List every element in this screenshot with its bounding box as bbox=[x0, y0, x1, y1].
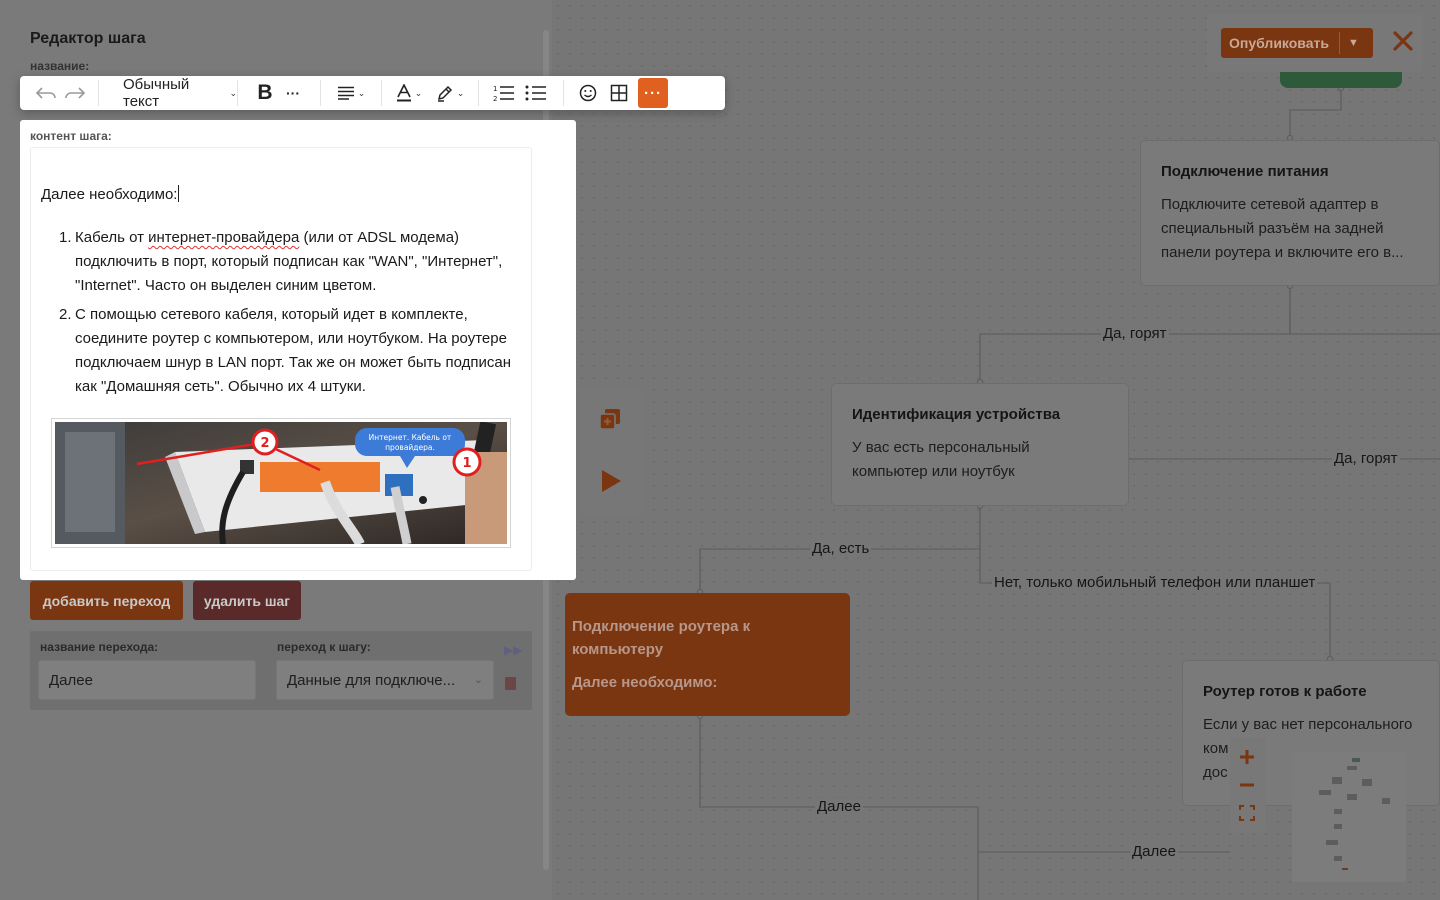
minimap-node bbox=[1332, 777, 1342, 784]
edge-label[interactable]: Нет, только мобильный телефон или планшет bbox=[994, 574, 1316, 591]
content-label: контент шага: bbox=[30, 129, 112, 143]
minimap-node bbox=[1319, 790, 1331, 795]
svg-text:2: 2 bbox=[493, 95, 498, 102]
node-body-line: дос bbox=[1203, 764, 1228, 781]
delete-step-button[interactable]: удалить шаг bbox=[193, 581, 301, 620]
steps-list bbox=[51, 226, 531, 404]
node-router-to-computer-selected[interactable] bbox=[565, 593, 850, 716]
chevron-down-icon: ⌄ bbox=[357, 87, 366, 98]
minimap-node bbox=[1352, 758, 1360, 762]
photo-callout-line-2: провайдера. bbox=[385, 443, 435, 452]
node-device-identification[interactable] bbox=[831, 383, 1129, 506]
svg-text:1: 1 bbox=[493, 85, 498, 93]
minimap-node bbox=[1362, 779, 1372, 786]
toolbar-divider bbox=[320, 80, 321, 106]
list-text: Кабель от bbox=[75, 229, 149, 246]
router-photo-illustration bbox=[55, 422, 507, 544]
list-text: (или от ADSL модема) подключить в порт, который подписан как "WAN", "Интернет", "Internet". Часто он выделен синим цветом. bbox=[75, 229, 503, 294]
node-body bbox=[852, 436, 1030, 484]
node-body-line: ком bbox=[1203, 740, 1229, 757]
rich-text-toolbar bbox=[20, 76, 725, 110]
minimap-node bbox=[1347, 794, 1357, 800]
bulleted-list-icon[interactable] bbox=[521, 79, 551, 107]
divider bbox=[1339, 32, 1340, 54]
transition-step-label: переход к шагу: bbox=[277, 640, 371, 654]
transition-name-label: название перехода: bbox=[40, 640, 159, 654]
photo-marker-2: 2 bbox=[260, 436, 270, 451]
node-body-line: Подключите сетевой адаптер в bbox=[1161, 196, 1379, 213]
node-title: Идентификация устройства bbox=[852, 406, 1061, 423]
toolbar-divider bbox=[478, 80, 479, 106]
text-cursor bbox=[178, 185, 179, 202]
chevron-down-icon: ⌄ bbox=[414, 87, 423, 98]
node-body bbox=[1161, 193, 1404, 265]
toolbar-divider bbox=[563, 80, 564, 106]
close-icon[interactable] bbox=[1393, 31, 1413, 51]
text-style-label: Обычный текст bbox=[123, 76, 190, 110]
node-title: Роутер готов к работе bbox=[1203, 683, 1367, 700]
zoom-controls bbox=[1230, 738, 1266, 833]
numbered-list-icon[interactable] bbox=[489, 79, 519, 107]
minimap[interactable] bbox=[1292, 752, 1406, 882]
chevron-down-icon: ⌄ bbox=[456, 87, 465, 98]
chevron-down-icon[interactable]: ▼ bbox=[1348, 37, 1359, 49]
more-icon[interactable]: ··· bbox=[638, 78, 668, 108]
zoom-out-icon[interactable] bbox=[1238, 776, 1256, 794]
minimap-node bbox=[1334, 824, 1342, 829]
edge-label[interactable]: Далее bbox=[817, 798, 861, 815]
list-item bbox=[51, 303, 531, 399]
toolbar-divider bbox=[381, 80, 382, 106]
emoji-icon[interactable] bbox=[574, 79, 602, 107]
minimap-node bbox=[1334, 856, 1342, 861]
play-icon[interactable] bbox=[599, 469, 623, 493]
list-item bbox=[51, 226, 531, 298]
node-body-line: У вас есть персональный bbox=[852, 439, 1030, 456]
undo-icon[interactable] bbox=[32, 79, 60, 107]
font-color-icon[interactable] bbox=[392, 79, 426, 107]
list-number: 2. bbox=[59, 306, 72, 323]
node-title: Подключение роутера к компьютеру bbox=[572, 618, 751, 658]
node-body-line: панели роутера и включите его в... bbox=[1161, 244, 1404, 261]
publish-label: Опубликовать bbox=[1229, 35, 1329, 51]
fit-view-icon[interactable] bbox=[1238, 804, 1256, 822]
node-title: Подключение питания bbox=[1161, 163, 1329, 180]
transition-name-value: Далее bbox=[49, 671, 93, 689]
list-text: С помощью сетевого кабеля, который идет в комплекте, соедините роутер с компьютером, или ноутбуком. На роутере подключаем шнур в LAN порт. Так же он может быть подписан как "Домашняя сеть". Обычно их 4 штуки. bbox=[75, 306, 511, 395]
bold-icon[interactable]: B bbox=[257, 81, 273, 104]
text-style-select[interactable] bbox=[99, 76, 237, 110]
editor-title: Редактор шага bbox=[30, 30, 146, 47]
canvas-tools bbox=[578, 387, 644, 515]
minimap-node bbox=[1347, 766, 1357, 770]
more-formatting-icon[interactable]: ··· bbox=[286, 85, 300, 101]
duplicate-icon[interactable] bbox=[598, 407, 622, 431]
chevron-down-icon: ⌄ bbox=[473, 674, 483, 686]
align-icon[interactable] bbox=[331, 79, 371, 107]
edge-label[interactable]: Да, есть bbox=[812, 540, 870, 557]
toolbar-divider bbox=[237, 80, 238, 106]
minimap-node bbox=[1334, 809, 1342, 814]
table-icon[interactable] bbox=[604, 79, 634, 107]
router-photo[interactable] bbox=[51, 418, 511, 548]
step-content-card bbox=[20, 120, 576, 580]
name-label: название: bbox=[30, 59, 90, 73]
list-number: 1. bbox=[59, 229, 72, 246]
highlight-icon[interactable] bbox=[432, 79, 468, 107]
node-body-line: специальный разъём на задней bbox=[1161, 220, 1384, 237]
intro-text: Далее необходимо: bbox=[41, 186, 178, 203]
node-power-connection[interactable] bbox=[1140, 140, 1440, 286]
redo-icon[interactable] bbox=[60, 79, 90, 107]
rich-text-editor[interactable] bbox=[30, 147, 532, 571]
intro-paragraph bbox=[41, 185, 179, 203]
node-body-line: Если у вас нет персонального bbox=[1203, 716, 1413, 733]
minimap-node bbox=[1326, 840, 1338, 845]
node-body-line: компьютер или ноутбук bbox=[852, 463, 1015, 480]
photo-marker-1: 1 bbox=[462, 456, 472, 471]
add-transition-button[interactable]: добавить переход bbox=[30, 581, 183, 620]
photo-callout-line-1: Интернет. Кабель от bbox=[368, 433, 452, 442]
forward-icon[interactable]: ▶▶ bbox=[504, 643, 523, 657]
transition-step-value: Данные для подключе... bbox=[287, 671, 456, 689]
zoom-in-icon[interactable] bbox=[1238, 748, 1256, 766]
minimap-node bbox=[1342, 868, 1348, 870]
publish-button[interactable] bbox=[1221, 28, 1373, 58]
misspelled-word[interactable]: интернет-провайдера bbox=[148, 229, 300, 246]
minimap-node bbox=[1382, 798, 1390, 804]
edge-label[interactable]: Да, горят bbox=[1103, 325, 1167, 342]
edge-label[interactable]: Далее bbox=[1132, 843, 1176, 860]
edge-label[interactable]: Да, горят bbox=[1334, 450, 1398, 467]
chevron-down-icon: ⌄ bbox=[229, 87, 237, 98]
node-body: Далее необходимо: bbox=[572, 674, 718, 691]
